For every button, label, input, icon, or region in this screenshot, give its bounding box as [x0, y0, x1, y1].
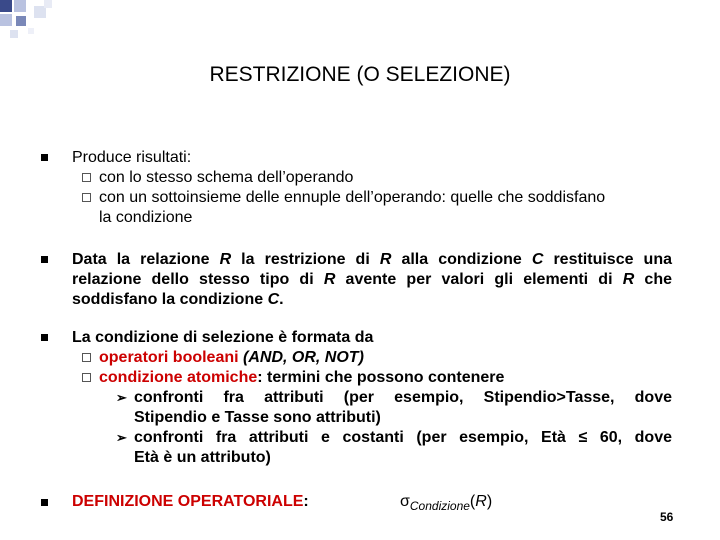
- bullet-text: La condizione di selezione è formata da: [72, 329, 374, 346]
- sub-item: [72, 368, 672, 388]
- hollow-square-icon: [82, 353, 91, 362]
- bullet-square-icon: [41, 256, 48, 263]
- selection-formula: [400, 493, 492, 513]
- text-run: alla condizione: [391, 251, 532, 268]
- colon: :: [303, 493, 309, 510]
- sub-sub-text: confronti fra attributi (per esempio, Stipendio>Tasse, dove: [134, 389, 672, 406]
- bullet-data-la-relazione: [72, 250, 672, 310]
- corner-decoration: [0, 0, 80, 50]
- text-run: avente per valori gli elementi di: [335, 271, 623, 288]
- bullet-text: Produce risultati:: [72, 149, 192, 166]
- var-c: C: [267, 291, 280, 308]
- text-run: che: [634, 271, 672, 288]
- text-run: .: [279, 291, 284, 308]
- red-term: condizione atomiche: [99, 369, 258, 386]
- text-run: relazione dello stesso tipo di: [72, 271, 324, 288]
- sub-sub-text-continuation: Età è un attributo): [134, 449, 271, 466]
- page-title: RESTRIZIONE (O SELEZIONE): [209, 63, 511, 86]
- arrow-bullet-icon: ➢: [116, 390, 127, 405]
- definition-label: DEFINIZIONE OPERATORIALE: [72, 493, 304, 510]
- formula-arg: R: [475, 493, 487, 510]
- paragraph-line: [72, 250, 672, 270]
- bullet-square-icon: [41, 154, 48, 161]
- sub-item: [72, 168, 672, 188]
- operators-list: (AND, OR, NOT): [238, 349, 364, 366]
- sub-item: [72, 188, 672, 208]
- page-number: 56: [660, 510, 674, 524]
- sub-item-text: con lo stesso schema dell’operando: [99, 169, 354, 186]
- sub-sub-item: [72, 428, 672, 468]
- var-r: R: [622, 271, 635, 288]
- sub-sub-text-continuation: Stipendio e Tasse sono attributi): [134, 409, 381, 426]
- var-c: C: [531, 251, 544, 268]
- bullet-condizione-selezione: [72, 328, 672, 468]
- sub-item-text: : termini che possono contenere: [257, 369, 505, 386]
- hollow-square-icon: [82, 173, 91, 182]
- var-r: R: [379, 251, 392, 268]
- sub-item: [72, 348, 672, 368]
- sub-sub-text: confronti fra attributi e costanti (per esempio, Età ≤ 60, dove: [134, 429, 672, 446]
- bullet-produce-risultati: [72, 148, 672, 228]
- paragraph-line: [72, 290, 672, 310]
- arrow-bullet-icon: ➢: [116, 430, 127, 445]
- paren: ): [486, 493, 493, 510]
- bullet-square-icon: [41, 334, 48, 341]
- formula-subscript: Condizione: [409, 499, 470, 514]
- hollow-square-icon: [82, 373, 91, 382]
- red-term: operatori booleani: [99, 349, 239, 366]
- hollow-square-icon: [82, 193, 91, 202]
- bullet-square-icon: [41, 499, 48, 506]
- bullet-definizione: [72, 493, 672, 514]
- text-run: soddisfano la condizione: [72, 291, 268, 308]
- text-run: restituisce una: [543, 251, 672, 268]
- sub-item-text: con un sottoinsieme delle ennuple dell’operando: quelle che soddisfano: [99, 189, 606, 206]
- var-r: R: [323, 271, 336, 288]
- var-r: R: [219, 251, 232, 268]
- sub-sub-item: [72, 388, 672, 428]
- sub-item-continuation: la condizione: [99, 209, 193, 226]
- text-run: Data la relazione: [72, 251, 220, 268]
- sigma-symbol: σ: [400, 493, 410, 510]
- paragraph-line: [72, 270, 672, 290]
- paren: (: [469, 493, 476, 510]
- text-run: la restrizione di: [231, 251, 380, 268]
